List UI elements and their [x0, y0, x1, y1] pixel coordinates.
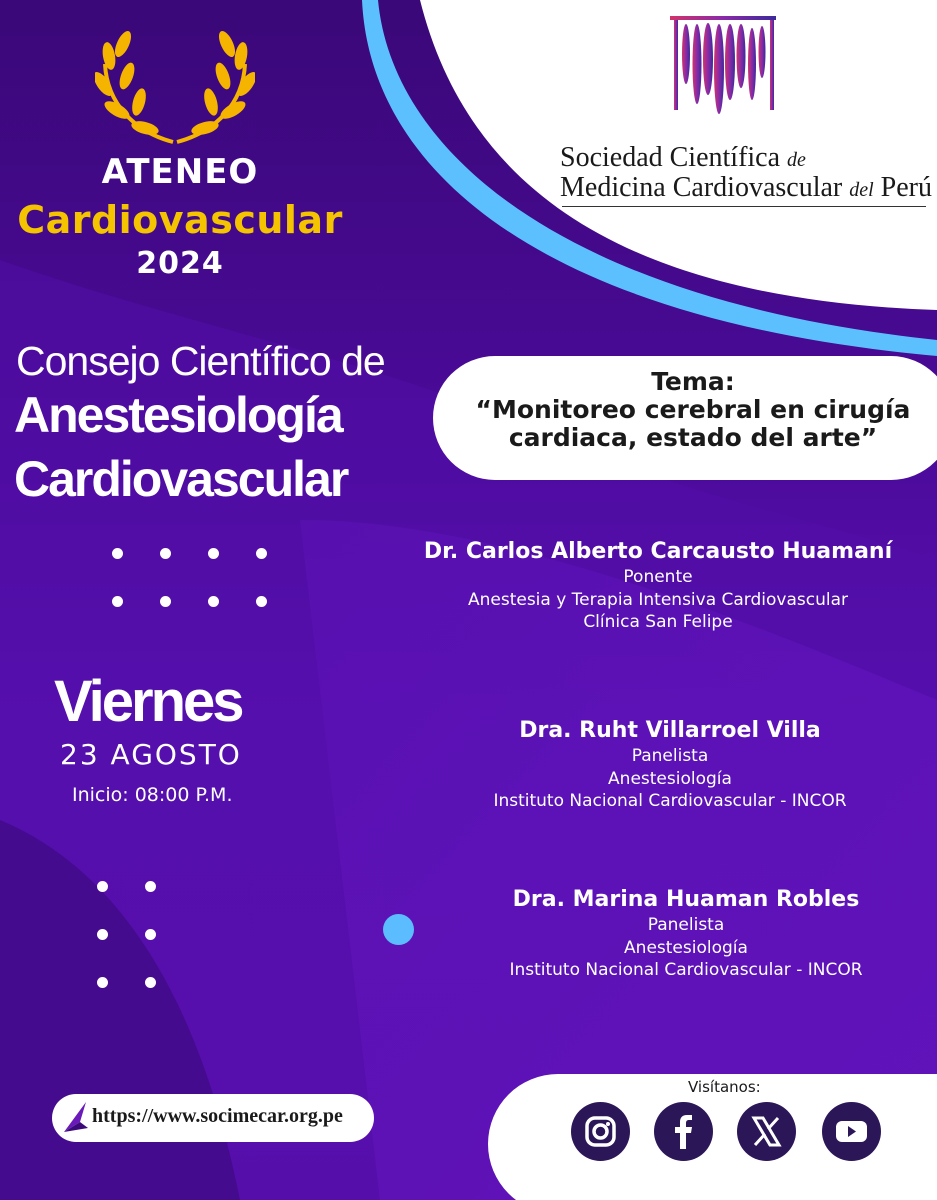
event-year: 2024 [136, 246, 224, 281]
speaker-block [378, 538, 937, 634]
council-line-3: Cardiovascular [14, 451, 348, 507]
instagram-icon[interactable] [571, 1102, 630, 1161]
society-name-text: Sociedad Científica [560, 142, 788, 173]
society-logo-icon [668, 14, 778, 124]
council-line-2: Anestesiología [14, 387, 342, 443]
society-name-connector: del [849, 179, 874, 201]
website-url[interactable]: https://www.socimecar.org.pe [92, 1105, 343, 1127]
decorative-dot [145, 929, 156, 940]
speaker-institution: Clínica San Felipe [583, 612, 733, 632]
speaker-role: Panelista [647, 915, 725, 935]
society-underline [562, 206, 926, 207]
event-start-time: Inicio: 08:00 P.M. [72, 784, 233, 806]
decorative-dot [256, 596, 267, 607]
speaker-specialty: Anestesia y Terapia Intensiva Cardiovascular [467, 589, 849, 610]
topic-text [433, 368, 937, 452]
event-series-title: ATENEO [101, 152, 259, 192]
decorative-dot [160, 596, 171, 607]
visit-label: Visítanos: [688, 1078, 761, 1096]
decorative-dot [145, 977, 156, 988]
event-date: 23 AGOSTO [60, 738, 242, 771]
topic-label: Tema: [651, 367, 735, 396]
speaker-specialty: Anestesiología [624, 937, 748, 958]
society-name-line-2 [560, 172, 932, 204]
speaker-block [390, 717, 937, 813]
society-name-text: Perú [873, 172, 932, 203]
cursor-arrow-icon [58, 1098, 96, 1138]
laurel-wreath-icon [95, 14, 255, 144]
youtube-icon[interactable] [822, 1102, 881, 1161]
speaker-institution: Instituto Nacional Cardiovascular - INCOR [509, 960, 863, 980]
speaker-role: Panelista [631, 746, 709, 766]
speaker-name: Dra. Ruht Villarroel Villa [519, 718, 821, 743]
speaker-name: Dra. Marina Huaman Robles [512, 887, 860, 912]
speaker-institution: Instituto Nacional Cardiovascular - INCOR [493, 791, 847, 811]
topic-title-line-2: cardiaca, estado del arte” [508, 423, 878, 452]
council-line-1: Consejo Científico de [16, 338, 385, 384]
society-name-connector: de [787, 149, 806, 171]
event-day: Viernes [54, 669, 242, 734]
decorative-dot [112, 548, 123, 559]
topic-title-line-1: “Monitoreo cerebral en cirugía [475, 395, 911, 424]
speaker-name: Dr. Carlos Alberto Carcausto Huamaní [423, 539, 893, 564]
decorative-dot [97, 929, 108, 940]
decorative-dot [145, 881, 156, 892]
society-name-line-1 [560, 142, 806, 174]
speaker-role: Ponente [623, 567, 693, 587]
decorative-dot [97, 881, 108, 892]
decorative-dot [160, 548, 171, 559]
speaker-block [406, 886, 937, 982]
decorative-dot [208, 596, 219, 607]
facebook-icon[interactable] [654, 1102, 713, 1161]
decorative-dot [208, 548, 219, 559]
society-name-text: Medicina Cardiovascular [560, 172, 850, 203]
decorative-dot [112, 596, 123, 607]
decorative-dot [256, 548, 267, 559]
decorative-dot [97, 977, 108, 988]
x-icon[interactable] [737, 1102, 796, 1161]
speaker-specialty: Anestesiología [608, 768, 732, 789]
event-series-subtitle: Cardiovascular [17, 198, 343, 242]
